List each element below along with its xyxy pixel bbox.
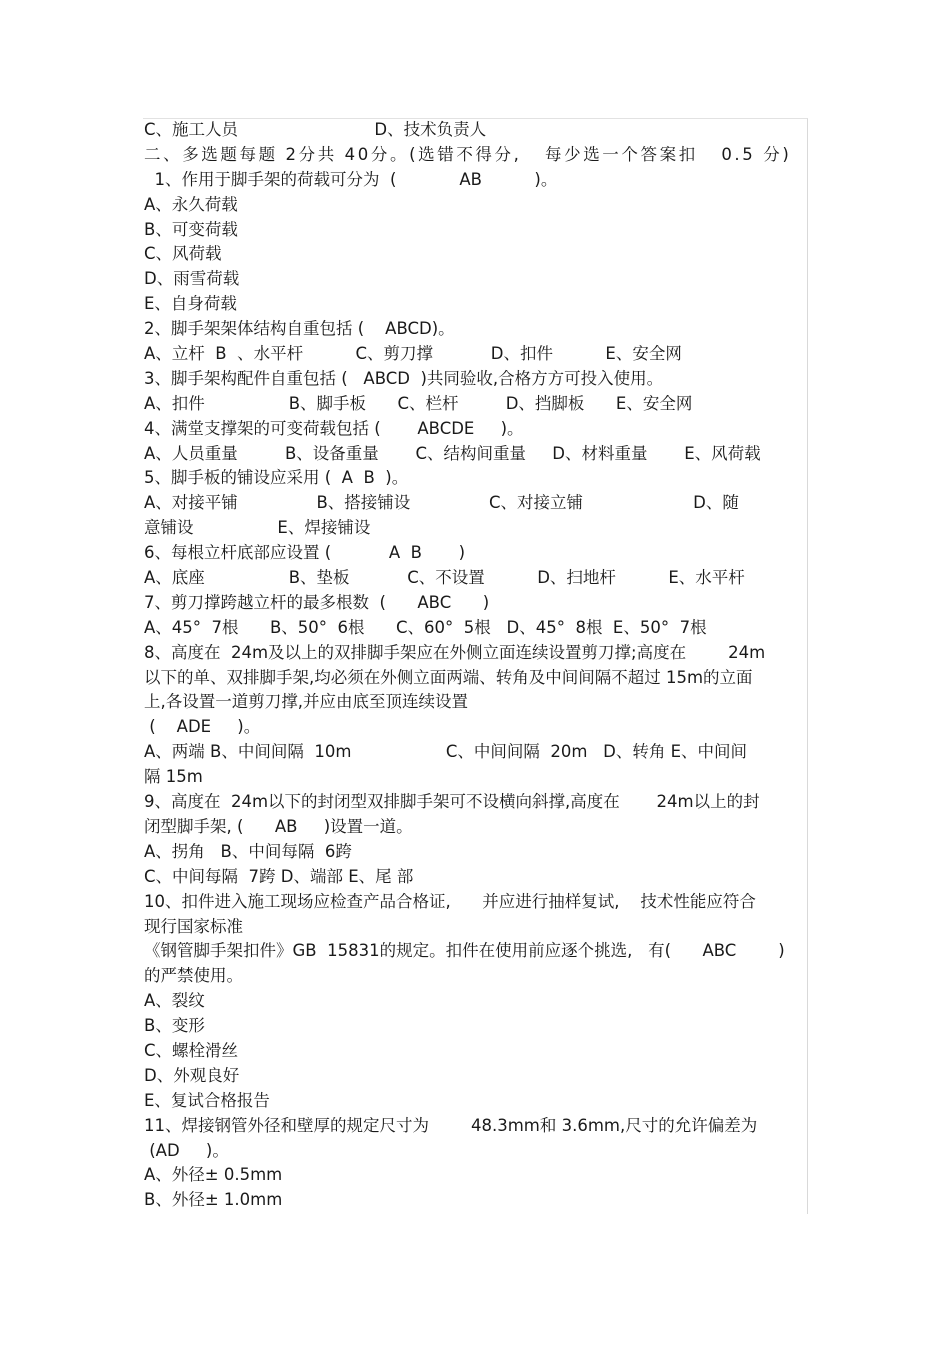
question-10-text: 《钢管脚手架扣件》GB 15831的规定。扣件在使用前应逐个挑选, 有( ABC ) xyxy=(144,941,785,961)
document-body xyxy=(144,118,814,1213)
question-8-text: 以下的单、双排脚手架,均必须在外侧立面两端、转角及中间间隔不超过 15m的立面 xyxy=(144,667,753,687)
option-line: 意铺设 E、焊接铺设 xyxy=(144,518,371,538)
option-line: A、外径± 0.5mm xyxy=(144,1165,283,1185)
option-line: C、施工人员 D、技术负责人 xyxy=(144,120,487,139)
option-line: A、人员重量 B、设备重量 C、结构间重量 D、材料重量 E、风荷载 xyxy=(144,443,761,463)
question-4: 4、满堂支撑架的可变荷载包括 ( ABCDE )。 xyxy=(144,418,524,438)
question-9: 9、高度在 24m以下的封闭型双排脚手架可不设横向斜撑,高度在 24m以上的封 xyxy=(144,792,760,812)
option-line: E、复试合格报告 xyxy=(144,1090,270,1110)
question-2: 2、脚手架架体结构自重包括 ( ABCD)。 xyxy=(144,319,455,339)
question-10-text: 的严禁使用。 xyxy=(144,966,243,986)
question-11-answer: (AD )。 xyxy=(144,1140,229,1160)
option-line: C、中间每隔 7跨 D、端部 E、尾 部 xyxy=(144,866,414,886)
option-line: D、外观良好 xyxy=(144,1065,240,1085)
option-line: A、裂纹 xyxy=(144,991,205,1011)
section-title: 二、多选题每题 2分共 40分。(选错不得分, 每少选一个答案扣 0.5 分) xyxy=(144,144,792,164)
option-line: A、扣件 B、脚手板 C、栏杆 D、挡脚板 E、安全网 xyxy=(144,393,693,413)
option-line: E、自身荷载 xyxy=(144,294,237,314)
option-line: A、拐角 B、中间每隔 6跨 xyxy=(144,841,352,861)
option-line: B、外径± 1.0mm xyxy=(144,1190,283,1210)
option-line: B、可变荷载 xyxy=(144,219,238,239)
option-line: 隔 15m xyxy=(144,767,203,787)
question-7: 7、剪刀撑跨越立杆的最多根数 ( ABC ) xyxy=(144,592,490,612)
question-6: 6、每根立杆底部应设置 ( A B ) xyxy=(144,543,466,563)
option-line: A、45° 7根 B、50° 6根 C、60° 5根 D、45° 8根 E、50° 7根 xyxy=(144,617,707,637)
question-5: 5、脚手板的铺设应采用 ( A B )。 xyxy=(144,468,409,488)
question-8-text: 上,各设置一道剪刀撑,并应由底至顶连续设置 xyxy=(144,692,468,712)
question-10: 10、扣件进入施工现场应检查产品合格证, 并应进行抽样复试, 技术性能应符合 xyxy=(144,891,756,911)
question-8-answer: ( ADE )。 xyxy=(144,717,261,737)
option-line: A、对接平铺 B、搭接铺设 C、对接立铺 D、随 xyxy=(144,493,739,513)
question-8: 8、高度在 24m及以上的双排脚手架应在外侧立面连续设置剪刀撑;高度在 24m xyxy=(144,642,766,662)
question-3: 3、脚手架构配件自重包括 ( ABCD )共同验收,合格方方可投入使用。 xyxy=(144,368,664,388)
question-9-text: 闭型脚手架, ( AB )设置一道。 xyxy=(144,816,413,836)
option-line: A、立杆 B 、水平杆 C、剪刀撑 D、扣件 E、安全网 xyxy=(144,344,682,364)
question-11: 11、焊接钢管外径和壁厚的规定尺寸为 48.3mm和 3.6mm,尺寸的允许偏差为 xyxy=(144,1115,758,1135)
option-line: B、变形 xyxy=(144,1016,205,1036)
option-line: C、风荷载 xyxy=(144,244,222,264)
option-line: A、永久荷载 xyxy=(144,194,238,214)
option-line: C、螺栓滑丝 xyxy=(144,1040,239,1060)
option-line: D、雨雪荷载 xyxy=(144,269,240,289)
question-10-text: 现行国家标准 xyxy=(144,916,243,936)
option-line: A、两端 B、中间间隔 10m C、中间间隔 20m D、转角 E、中间间 xyxy=(144,742,748,762)
question-1: 1、作用于脚手架的荷载可分为 ( AB )。 xyxy=(144,169,558,189)
option-line: A、底座 B、垫板 C、不设置 D、扫地杆 E、水平杆 xyxy=(144,568,745,588)
